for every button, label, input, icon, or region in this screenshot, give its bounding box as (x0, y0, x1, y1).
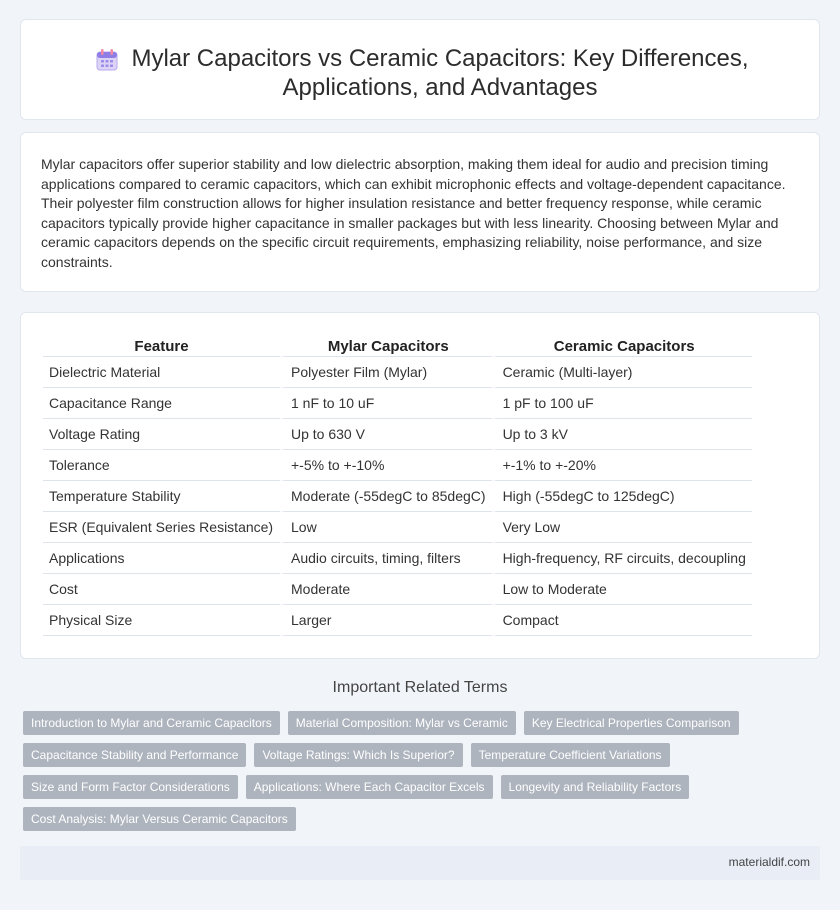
table-cell: High-frequency, RF circuits, decoupling (492, 543, 752, 574)
table-cell: Physical Size (43, 605, 280, 636)
table-cell: Low (280, 512, 492, 543)
column-header-ceramic: Ceramic Capacitors (492, 333, 752, 357)
table-cell: Up to 630 V (280, 419, 492, 450)
comparison-table-card (20, 312, 820, 659)
summary-text: Mylar capacitors offer superior stability and low dielectric absorption, making them ideal for audio and precision timing applications compared to ceramic capacitors, which can exhibit microphonic effects and voltage-dependent capacitance. Their polyester film construction allows for higher insulation resistance and better frequency response, while ceramic capacitors typically provide higher capacitance in smaller packages but with less linearity. Choosing between Mylar and ceramic capacitors depends on the specific circuit requirements, emphasizing reliability, noise performance, and size constraints. (41, 156, 786, 270)
related-term-tag[interactable]: Longevity and Reliability Factors (501, 775, 690, 799)
related-term-tag[interactable]: Size and Form Factor Considerations (23, 775, 238, 799)
table-row (43, 357, 752, 388)
table-cell: +-1% to +-20% (492, 450, 752, 481)
related-term-tag[interactable]: Applications: Where Each Capacitor Excels (246, 775, 493, 799)
table-cell: ESR (Equivalent Series Resistance) (43, 512, 280, 543)
table-row (43, 388, 752, 419)
table-row (43, 450, 752, 481)
comparison-table (43, 333, 752, 636)
table-cell: Moderate (280, 574, 492, 605)
table-cell: 1 pF to 100 uF (492, 388, 752, 419)
table-cell: Dielectric Material (43, 357, 280, 388)
table-cell: Larger (280, 605, 492, 636)
related-term-tag[interactable]: Capacitance Stability and Performance (23, 743, 246, 767)
related-term-tag[interactable]: Material Composition: Mylar vs Ceramic (288, 711, 516, 735)
table-row (43, 481, 752, 512)
table-cell: High (-55degC to 125degC) (492, 481, 752, 512)
table-cell: Applications (43, 543, 280, 574)
related-terms-list (23, 711, 823, 839)
table-row (43, 512, 752, 543)
related-term-tag[interactable]: Cost Analysis: Mylar Versus Ceramic Capacitors (23, 807, 296, 831)
summary-card (20, 132, 820, 292)
title-card (20, 19, 820, 120)
column-header-feature: Feature (43, 333, 280, 357)
table-cell: Cost (43, 574, 280, 605)
related-term-tag[interactable]: Voltage Ratings: Which Is Superior? (254, 743, 462, 767)
table-cell: Capacitance Range (43, 388, 280, 419)
table-row (43, 574, 752, 605)
table-cell: Very Low (492, 512, 752, 543)
table-row (43, 605, 752, 636)
table-cell: Low to Moderate (492, 574, 752, 605)
table-cell: Ceramic (Multi-layer) (492, 357, 752, 388)
footer (20, 846, 820, 880)
table-cell: 1 nF to 10 uF (280, 388, 492, 419)
table-cell: Moderate (-55degC to 85degC) (280, 481, 492, 512)
table-cell: Polyester Film (Mylar) (280, 357, 492, 388)
page-title: Mylar Capacitors vs Ceramic Capacitors: Key Differences, Applications, and Advantages (131, 45, 749, 101)
table-cell: Compact (492, 605, 752, 636)
table-cell: +-5% to +-10% (280, 450, 492, 481)
column-header-mylar: Mylar Capacitors (280, 333, 492, 357)
table-cell: Tolerance (43, 450, 280, 481)
related-term-tag[interactable]: Introduction to Mylar and Ceramic Capacitors (23, 711, 280, 735)
table-row (43, 419, 752, 450)
table-cell: Temperature Stability (43, 481, 280, 512)
site-link[interactable]: materialdif.com (728, 855, 810, 869)
table-row (43, 543, 752, 574)
related-term-tag[interactable]: Key Electrical Properties Comparison (524, 711, 739, 735)
related-terms-heading: Important Related Terms (332, 679, 508, 696)
table-cell: Audio circuits, timing, filters (280, 543, 492, 574)
table-cell: Voltage Rating (43, 419, 280, 450)
table-cell: Up to 3 kV (492, 419, 752, 450)
related-term-tag[interactable]: Temperature Coefficient Variations (471, 743, 670, 767)
table-header-row (43, 333, 752, 357)
